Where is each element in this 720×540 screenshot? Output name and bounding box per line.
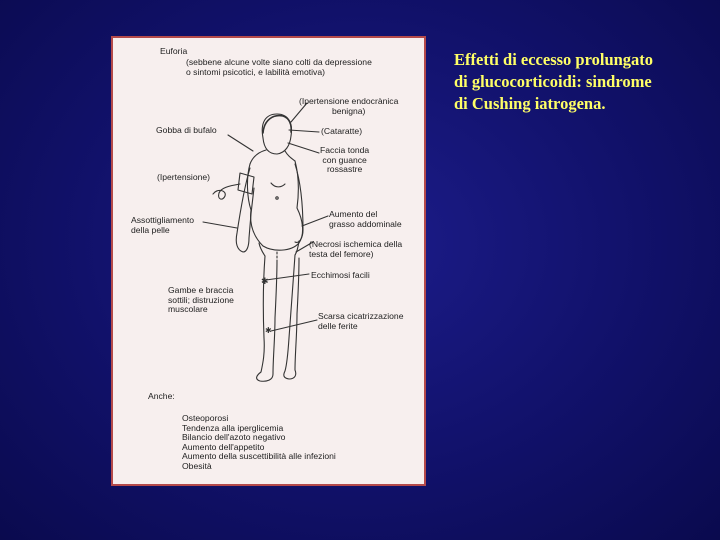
label-ipertensione: (Ipertensione) <box>157 172 211 182</box>
label-gambe-braccia: Gambe e braccia sottili; distruzione muscolare <box>168 285 234 315</box>
slide-title: Effetti di eccesso prolungato di glucocorticoidi: sindrome di Cushing iatrogena. <box>454 50 654 113</box>
leader-cicatrizzazione <box>271 320 317 331</box>
right-arm <box>295 164 303 242</box>
leader-faccia <box>288 143 319 153</box>
label-cicatrizzazione: Scarsa cicatrizzazione delle ferite <box>318 311 404 331</box>
label-necrosi: (Necrosi ischemica della testa del femore) <box>309 239 403 259</box>
hair <box>263 116 291 133</box>
leader-cataratte <box>289 130 319 132</box>
label-ipertensione-endocranica: (Ipertensione endocrànica benigna) <box>299 96 399 116</box>
head-outline <box>262 114 291 154</box>
label-anche: Anche: <box>148 391 175 401</box>
leader-assottigliamento <box>203 222 237 228</box>
leader-grasso <box>302 216 328 226</box>
leader-ecchimosi <box>266 274 309 280</box>
label-faccia-tonda: Faccia tonda con guance rossastre <box>320 145 370 175</box>
figure-panel <box>111 36 426 486</box>
svg-text:✱: ✱ <box>261 276 269 286</box>
label-assottigliamento: Assottigliamento della pelle <box>131 215 195 235</box>
label-aumento-grasso: Aumento del grasso addominale <box>329 209 402 229</box>
label-cataratte: (Cataratte) <box>321 126 363 136</box>
leader-gobba <box>228 135 253 151</box>
label-euforia-note: (sebbene alcune volte siano colti da depressione o sintomi psicotici, e labilità emotiva) <box>186 57 372 77</box>
torso-outline <box>247 161 302 250</box>
label-gobba-di-bufalo: Gobba di bufalo <box>156 125 217 135</box>
right-leg <box>284 255 299 379</box>
left-leg <box>257 256 277 381</box>
label-ecchimosi: Ecchimosi facili <box>311 270 370 280</box>
label-euforia: Euforia <box>160 46 188 56</box>
list-anche: Osteoporosi Tendenza alla iperglicemia Bilancio dell'azoto negativo Aumento dell'appetito Aumento della suscettibilità alle infezioni Obesità <box>182 413 336 471</box>
svg-text:✱: ✱ <box>265 326 272 335</box>
